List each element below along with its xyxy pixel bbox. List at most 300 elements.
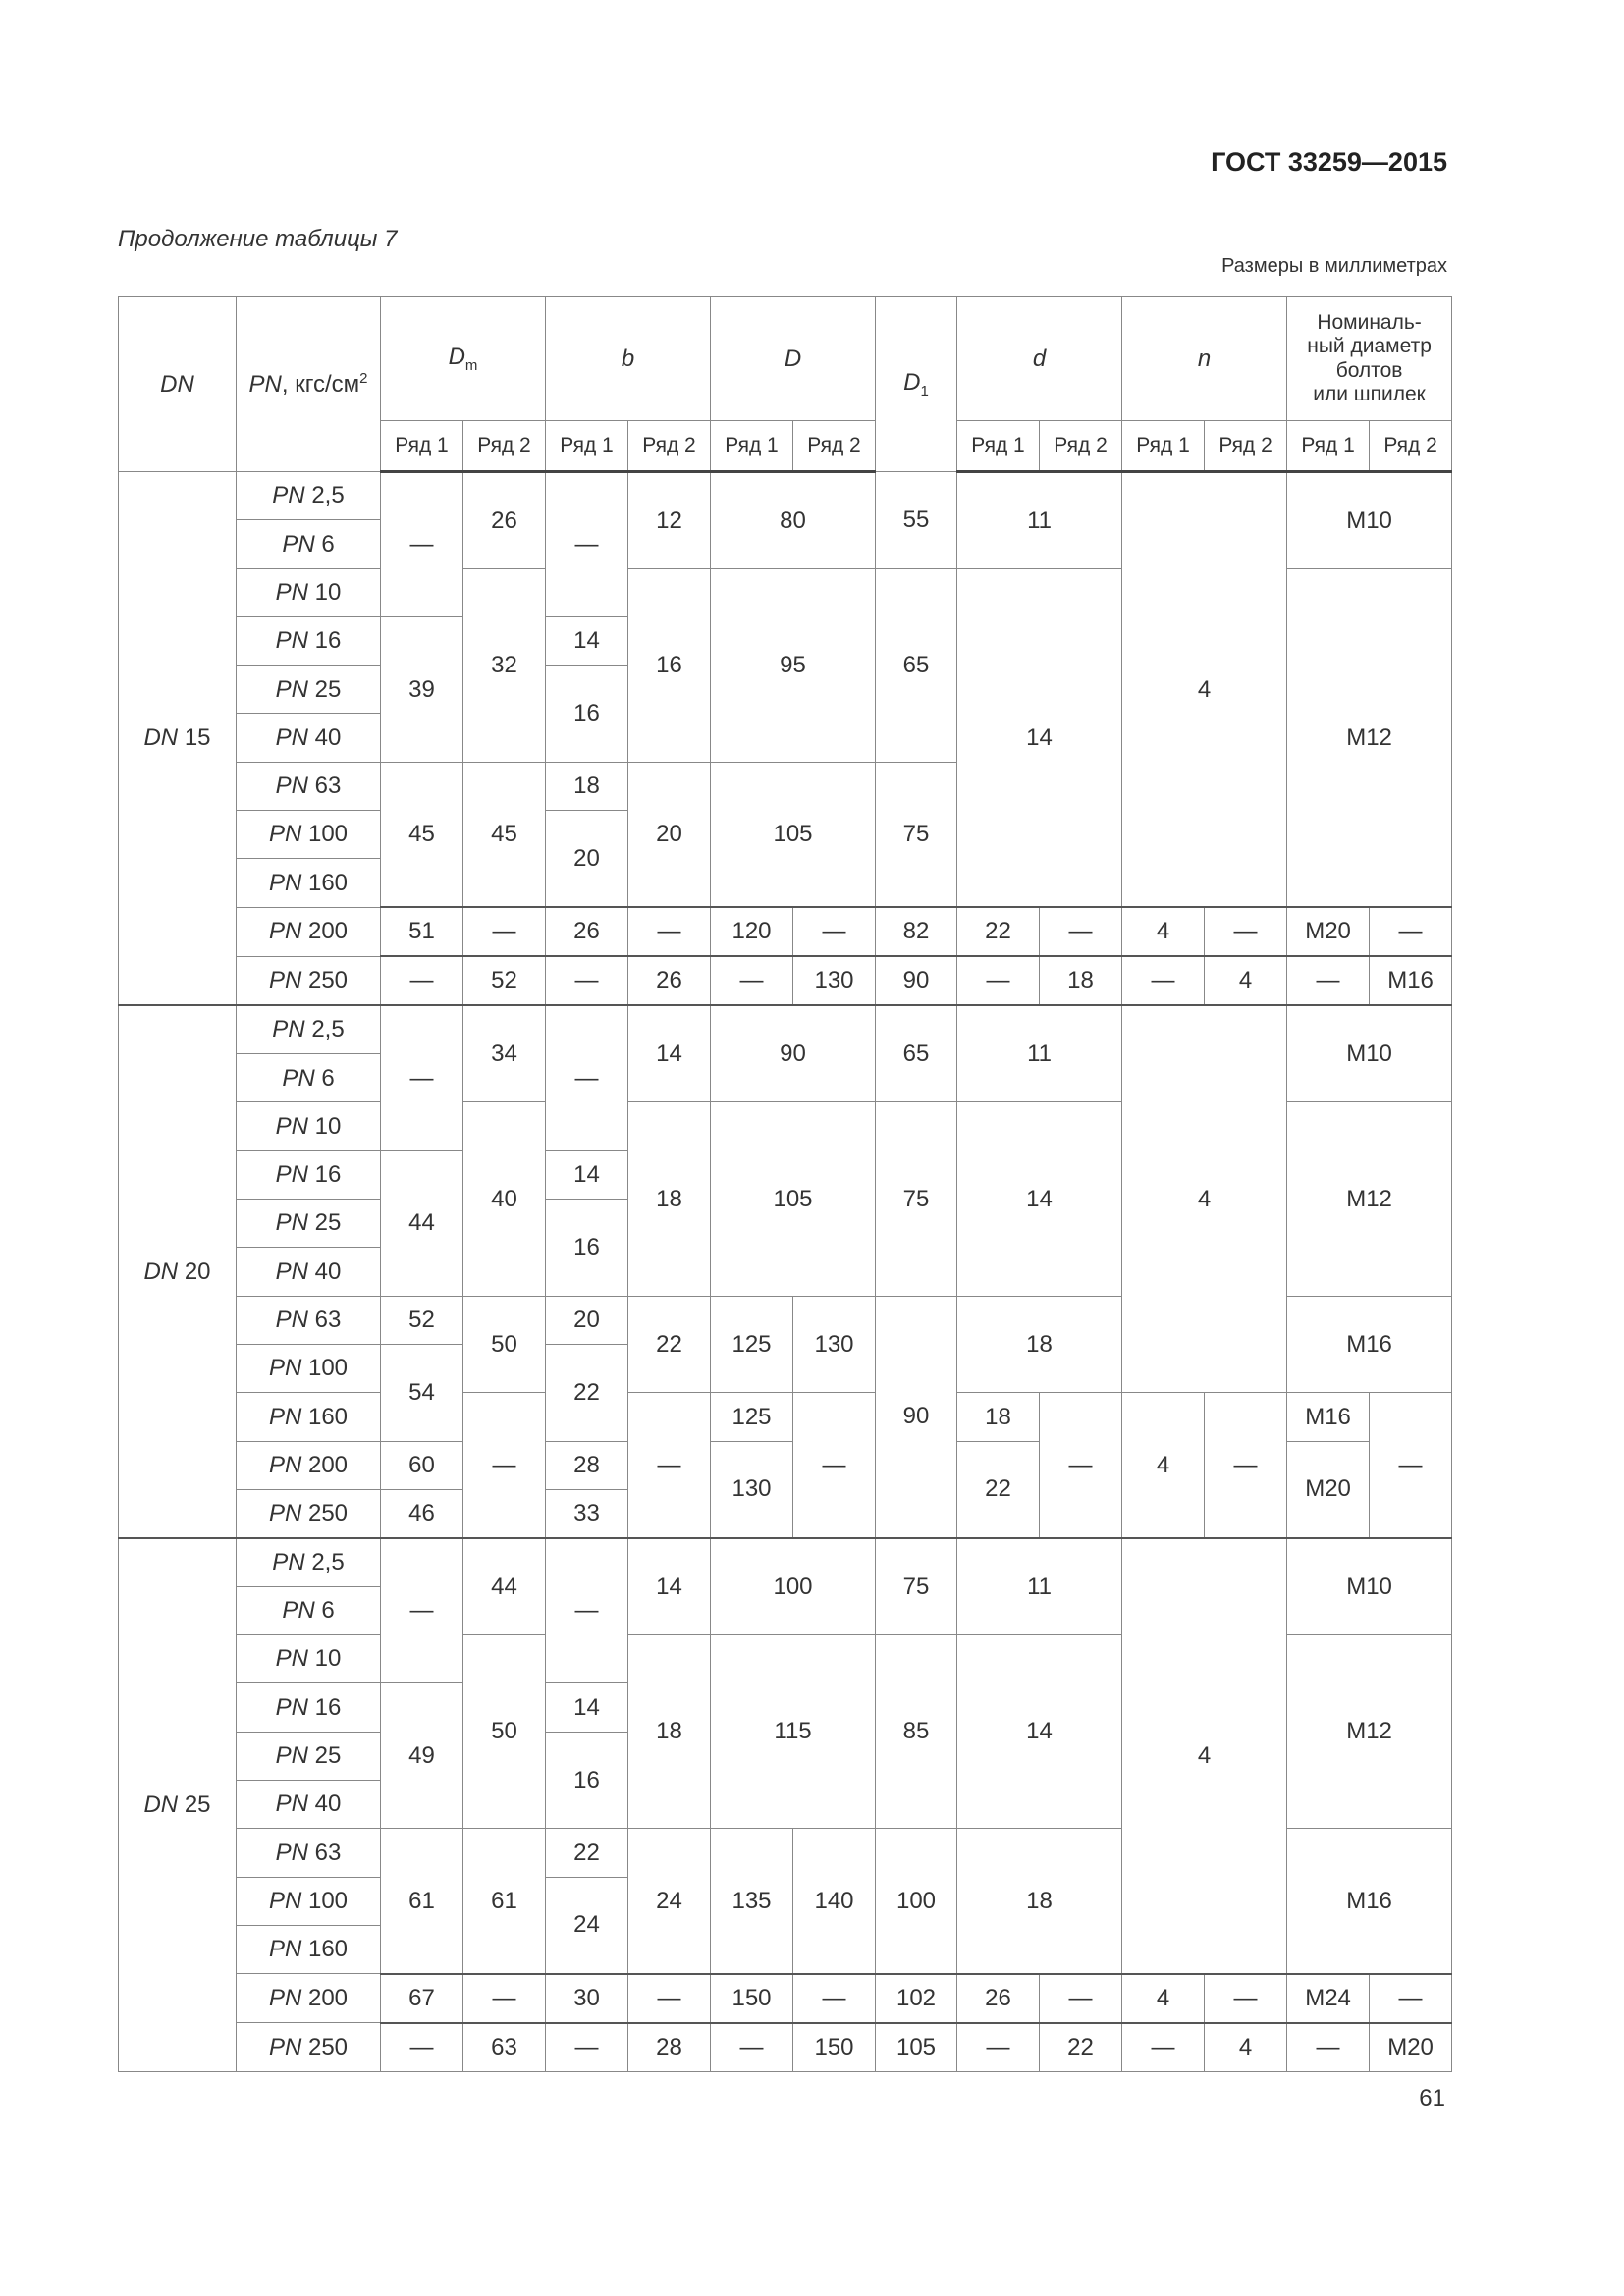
header-row2-label: Ряд 2	[793, 421, 876, 472]
pn-value: 40	[314, 1790, 342, 1818]
table-row	[119, 472, 1452, 520]
cell: —	[546, 956, 628, 1005]
cell: 75	[876, 1538, 957, 1635]
cell: 26	[957, 1974, 1040, 2023]
cell: 50	[463, 1635, 546, 1829]
dn-value: 25	[184, 1790, 211, 1818]
pn-cell	[237, 1781, 381, 1829]
header-bolt-diameter: Номиналь- ный диаметр болтов или шпилек	[1287, 297, 1452, 421]
pn-value: 250	[307, 1500, 349, 1527]
units-note: Размеры в миллиметрах	[1221, 255, 1447, 277]
cell: 14	[957, 568, 1122, 907]
pn-symbol: PN	[282, 1597, 315, 1625]
cell: 65	[876, 568, 957, 762]
cell: —	[1122, 2023, 1205, 2072]
cell: 22	[546, 1829, 628, 1877]
cell: 49	[381, 1683, 463, 1829]
cell: 80	[711, 472, 876, 569]
pn-symbol: PN	[275, 773, 308, 800]
header-row1-label: Ряд 1	[711, 421, 793, 472]
dn-symbol: DN	[143, 1257, 179, 1285]
cell: —	[381, 472, 463, 617]
pn-symbol: PN	[268, 967, 302, 994]
pn-cell	[237, 1150, 381, 1199]
cell: M20	[1287, 1441, 1370, 1538]
cell: 67	[381, 1974, 463, 2023]
pn-cell	[237, 2023, 381, 2072]
cell: 45	[463, 762, 546, 907]
cell: 125	[711, 1296, 793, 1393]
pn-symbol: PN	[275, 723, 308, 751]
cell: 14	[957, 1102, 1122, 1296]
pn-symbol: PN	[268, 1936, 302, 1963]
cell: 52	[463, 956, 546, 1005]
cell: —	[1040, 1393, 1122, 1538]
header-dm	[381, 297, 546, 421]
cell: 18	[957, 1393, 1040, 1441]
pn-cell	[237, 1248, 381, 1296]
pn-cell	[237, 714, 381, 762]
pn-value: 40	[314, 723, 342, 751]
cell: M16	[1287, 1296, 1452, 1393]
pn-value: 160	[307, 869, 349, 896]
pn-value: 2,5	[311, 1016, 345, 1043]
header-d: d	[957, 297, 1122, 421]
cell: 4	[1122, 1538, 1287, 1974]
pn-symbol: PN	[282, 1064, 315, 1092]
cell: 22	[546, 1344, 628, 1441]
table-row	[119, 1538, 1452, 1587]
cell: 75	[876, 762, 957, 907]
cell: —	[1370, 1393, 1452, 1538]
cell: 20	[628, 762, 711, 907]
cell: 4	[1122, 1974, 1205, 2023]
pn-value: 160	[307, 1403, 349, 1430]
header-n: n	[1122, 297, 1287, 421]
cell: 12	[628, 472, 711, 569]
header-row1-label: Ряд 1	[957, 421, 1040, 472]
cell: 4	[1122, 472, 1287, 908]
cell: 45	[381, 762, 463, 907]
pn-value: 100	[307, 1355, 349, 1382]
pn-cell	[237, 1829, 381, 1877]
pn-symbol: PN	[268, 1451, 302, 1478]
pn-value: 63	[314, 773, 342, 800]
cell: 39	[381, 616, 463, 762]
cell: 60	[381, 1441, 463, 1489]
pn-value: 100	[307, 1887, 349, 1914]
cell: 105	[876, 2023, 957, 2072]
cell: 4	[1122, 1393, 1205, 1538]
cell: —	[628, 1974, 711, 2023]
pn-cell	[237, 1586, 381, 1634]
pn-symbol: PN	[272, 1016, 305, 1043]
cell: 44	[381, 1150, 463, 1296]
cell: —	[546, 472, 628, 617]
cell: —	[628, 1393, 711, 1538]
dn-cell	[119, 1005, 237, 1538]
pn-cell	[237, 1925, 381, 1973]
pn-symbol: PN	[275, 675, 308, 703]
pn-symbol: PN	[275, 1257, 308, 1285]
cell: 16	[546, 1200, 628, 1297]
pn-value: 2,5	[311, 1549, 345, 1576]
pn-cell	[237, 1296, 381, 1344]
pn-symbol: PN	[268, 918, 302, 945]
cell: 18	[628, 1635, 711, 1829]
cell: M16	[1287, 1393, 1370, 1441]
pn-symbol: PN	[275, 578, 308, 606]
pn-cell	[237, 956, 381, 1005]
cell: 90	[876, 956, 957, 1005]
cell: 61	[381, 1829, 463, 1974]
cell: 52	[381, 1296, 463, 1344]
cell: 16	[546, 1732, 628, 1829]
header-b: b	[546, 297, 711, 421]
pn-cell	[237, 1393, 381, 1441]
pn-cell	[237, 568, 381, 616]
header-pn-unit: , кгс/см	[281, 371, 360, 399]
cell: —	[381, 1538, 463, 1683]
cell: —	[546, 1538, 628, 1683]
cell: 14	[546, 1683, 628, 1732]
header-pn-unit-exponent: 2	[359, 370, 368, 388]
table-row	[119, 907, 1452, 956]
pn-symbol: PN	[268, 1403, 302, 1430]
cell: 54	[381, 1344, 463, 1441]
cell: M16	[1287, 1829, 1452, 1974]
pn-value: 200	[307, 1451, 349, 1478]
pn-cell	[237, 1732, 381, 1780]
pn-cell	[237, 1344, 381, 1392]
pn-cell	[237, 1974, 381, 2023]
cell: 44	[463, 1538, 546, 1635]
header-row2-label: Ряд 2	[1205, 421, 1287, 472]
cell: 135	[711, 1829, 793, 1974]
pn-symbol: PN	[268, 1500, 302, 1527]
cell: 105	[711, 1102, 876, 1296]
cell: 130	[711, 1441, 793, 1538]
pn-cell	[237, 859, 381, 907]
pn-value: 250	[307, 967, 349, 994]
pn-value: 250	[307, 2033, 349, 2060]
cell: 22	[1040, 2023, 1122, 2072]
cell: 30	[546, 1974, 628, 2023]
cell: 150	[711, 1974, 793, 2023]
pn-cell	[237, 811, 381, 859]
cell: 28	[628, 2023, 711, 2072]
cell: —	[463, 907, 546, 956]
cell: 18	[546, 762, 628, 810]
cell: —	[1040, 1974, 1122, 2023]
cell: —	[1205, 907, 1287, 956]
header-row2-label: Ряд 2	[1040, 421, 1122, 472]
pn-value: 100	[307, 821, 349, 848]
cell: M12	[1287, 568, 1452, 907]
cell: 115	[711, 1635, 876, 1829]
pn-symbol: PN	[282, 530, 315, 558]
cell: 4	[1122, 907, 1205, 956]
pn-value: 10	[314, 578, 342, 606]
cell: 14	[546, 1150, 628, 1199]
pn-symbol: PN	[275, 1790, 308, 1818]
pn-symbol: PN	[268, 1984, 302, 2011]
table-row	[119, 1393, 1452, 1441]
cell: 75	[876, 1102, 957, 1296]
dn-symbol: DN	[143, 1790, 179, 1818]
pn-cell	[237, 1489, 381, 1538]
pn-value: 6	[321, 530, 335, 558]
cell: 11	[957, 472, 1122, 569]
standard-number: ГОСТ 33259—2015	[1211, 147, 1447, 177]
cell: —	[1287, 2023, 1370, 2072]
header-pn-symbol: PN	[248, 371, 282, 399]
pn-value: 200	[307, 918, 349, 945]
pn-cell	[237, 1054, 381, 1102]
pn-symbol: PN	[275, 1209, 308, 1237]
pn-symbol: PN	[272, 482, 305, 509]
cell: —	[1287, 956, 1370, 1005]
pn-cell	[237, 1005, 381, 1054]
cell: 4	[1205, 2023, 1287, 2072]
header-D1-subscript: 1	[920, 382, 929, 400]
header-row2-label: Ряд 2	[628, 421, 711, 472]
pn-cell	[237, 472, 381, 520]
cell: 24	[546, 1877, 628, 1974]
cell: —	[381, 2023, 463, 2072]
cell: 22	[628, 1296, 711, 1393]
cell: 105	[711, 762, 876, 907]
cell: 102	[876, 1974, 957, 2023]
pn-value: 10	[314, 1112, 342, 1140]
header-D: D	[711, 297, 876, 421]
cell: M20	[1370, 2023, 1452, 2072]
dn-cell	[119, 472, 237, 1006]
cell: 4	[1122, 1005, 1287, 1393]
cell: —	[546, 1005, 628, 1150]
pn-value: 63	[314, 1839, 342, 1866]
cell: 51	[381, 907, 463, 956]
header-row1-label: Ряд 1	[381, 421, 463, 472]
pn-cell	[237, 1683, 381, 1732]
dn-cell	[119, 1538, 237, 2071]
pn-value: 200	[307, 1984, 349, 2011]
cell: —	[793, 907, 876, 956]
cell: —	[1370, 1974, 1452, 2023]
header-dm-symbol: D	[448, 343, 465, 370]
header-row2-label: Ряд 2	[463, 421, 546, 472]
cell: 18	[628, 1102, 711, 1296]
cell: M10	[1287, 472, 1452, 569]
pn-value: 6	[321, 1597, 335, 1625]
pn-value: 6	[321, 1064, 335, 1092]
pn-cell	[237, 1441, 381, 1489]
cell: 26	[628, 956, 711, 1005]
header-dm-subscript: m	[464, 356, 478, 374]
cell: 46	[381, 1489, 463, 1538]
pn-symbol: PN	[275, 1112, 308, 1140]
cell: 55	[876, 472, 957, 569]
pn-symbol: PN	[275, 1307, 308, 1333]
cell: 150	[793, 2023, 876, 2072]
cell: 16	[628, 568, 711, 762]
cell: 22	[957, 907, 1040, 956]
page-number: 61	[1419, 2085, 1445, 2111]
cell: —	[381, 1005, 463, 1150]
cell: 11	[957, 1005, 1122, 1102]
cell: 14	[546, 616, 628, 665]
pn-symbol: PN	[275, 1839, 308, 1866]
cell: —	[1370, 907, 1452, 956]
header-row2-label: Ряд 2	[1370, 421, 1452, 472]
pn-symbol: PN	[272, 1549, 305, 1576]
cell: M12	[1287, 1635, 1452, 1829]
cell: 22	[957, 1441, 1040, 1538]
cell: —	[463, 1974, 546, 2023]
table-row	[119, 1974, 1452, 2023]
cell: 14	[628, 1538, 711, 1635]
pn-symbol: PN	[268, 821, 302, 848]
pn-symbol: PN	[268, 1355, 302, 1382]
cell: 18	[957, 1829, 1122, 1974]
cell: 90	[711, 1005, 876, 1102]
cell: —	[1205, 1393, 1287, 1538]
cell: 65	[876, 1005, 957, 1102]
header-D1-symbol: D	[903, 368, 921, 396]
cell: 95	[711, 568, 876, 762]
header-row1-label: Ряд 1	[1287, 421, 1370, 472]
pn-value: 16	[314, 627, 342, 655]
cell: 61	[463, 1829, 546, 1974]
header-row	[119, 297, 1452, 421]
cell: —	[711, 956, 793, 1005]
header-pn	[237, 297, 381, 472]
cell: 26	[546, 907, 628, 956]
table-continuation-caption: Продолжение таблицы 7	[118, 226, 398, 252]
cell: M10	[1287, 1005, 1452, 1102]
pn-symbol: PN	[275, 627, 308, 655]
cell: 100	[711, 1538, 876, 1635]
table-row	[119, 2023, 1452, 2072]
cell: M10	[1287, 1538, 1452, 1635]
cell: 14	[628, 1005, 711, 1102]
pn-symbol: PN	[275, 1645, 308, 1673]
pn-cell	[237, 762, 381, 810]
cell: 130	[793, 956, 876, 1005]
pn-symbol: PN	[268, 1887, 302, 1914]
cell: —	[1205, 1974, 1287, 2023]
pn-cell	[237, 907, 381, 956]
cell: 50	[463, 1296, 546, 1393]
pn-cell	[237, 1200, 381, 1248]
pn-cell	[237, 1877, 381, 1925]
cell: M20	[1287, 907, 1370, 956]
pn-cell	[237, 520, 381, 568]
cell: 90	[876, 1296, 957, 1538]
table-row	[119, 956, 1452, 1005]
cell: 120	[711, 907, 793, 956]
cell: M12	[1287, 1102, 1452, 1296]
cell: 20	[546, 1296, 628, 1344]
pn-cell	[237, 616, 381, 665]
cell: 24	[628, 1829, 711, 1974]
pn-value: 25	[314, 675, 342, 703]
cell: 28	[546, 1441, 628, 1489]
cell: —	[711, 2023, 793, 2072]
cell: 16	[546, 666, 628, 763]
cell: M16	[1370, 956, 1452, 1005]
cell: 18	[1040, 956, 1122, 1005]
cell: 26	[463, 472, 546, 569]
header-row1-label: Ряд 1	[546, 421, 628, 472]
pn-cell	[237, 1102, 381, 1150]
cell: M24	[1287, 1974, 1370, 2023]
cell: 18	[957, 1296, 1122, 1393]
cell: —	[463, 1393, 546, 1538]
cell: 11	[957, 1538, 1122, 1635]
cell: —	[957, 2023, 1040, 2072]
cell: —	[793, 1393, 876, 1538]
flange-dimensions-table	[118, 296, 1452, 2072]
pn-value: 16	[314, 1161, 342, 1189]
header-row1-label: Ряд 1	[1122, 421, 1205, 472]
dn-value: 15	[184, 724, 211, 752]
cell: —	[957, 956, 1040, 1005]
pn-value: 63	[314, 1307, 342, 1333]
cell: 125	[711, 1393, 793, 1441]
pn-value: 40	[314, 1257, 342, 1285]
cell: 4	[1205, 956, 1287, 1005]
pn-cell	[237, 1538, 381, 1587]
cell: 40	[463, 1102, 546, 1296]
cell: 14	[957, 1635, 1122, 1829]
header-dn: DN	[119, 297, 237, 472]
cell: 100	[876, 1829, 957, 1974]
pn-symbol: PN	[268, 869, 302, 896]
cell: 130	[793, 1296, 876, 1393]
pn-value: 2,5	[311, 482, 345, 509]
cell: —	[628, 907, 711, 956]
cell: 63	[463, 2023, 546, 2072]
cell: 82	[876, 907, 957, 956]
cell: 20	[546, 811, 628, 908]
cell: —	[381, 956, 463, 1005]
cell: 33	[546, 1489, 628, 1538]
cell: —	[1122, 956, 1205, 1005]
pn-symbol: PN	[275, 1742, 308, 1770]
cell: 85	[876, 1635, 957, 1829]
dn-value: 20	[184, 1257, 211, 1285]
pn-symbol: PN	[275, 1161, 308, 1189]
cell: —	[793, 1974, 876, 2023]
pn-value: 25	[314, 1742, 342, 1770]
table-row	[119, 1005, 1452, 1054]
cell: 32	[463, 568, 546, 762]
cell: —	[1040, 907, 1122, 956]
cell: 140	[793, 1829, 876, 1974]
pn-symbol: PN	[275, 1693, 308, 1721]
pn-value: 160	[307, 1936, 349, 1963]
cell: 34	[463, 1005, 546, 1102]
pn-cell	[237, 1635, 381, 1683]
header-D1	[876, 297, 957, 472]
pn-cell	[237, 666, 381, 714]
cell: —	[546, 2023, 628, 2072]
dn-symbol: DN	[143, 724, 179, 752]
pn-symbol: PN	[268, 2033, 302, 2060]
pn-value: 16	[314, 1693, 342, 1721]
pn-value: 10	[314, 1645, 342, 1673]
